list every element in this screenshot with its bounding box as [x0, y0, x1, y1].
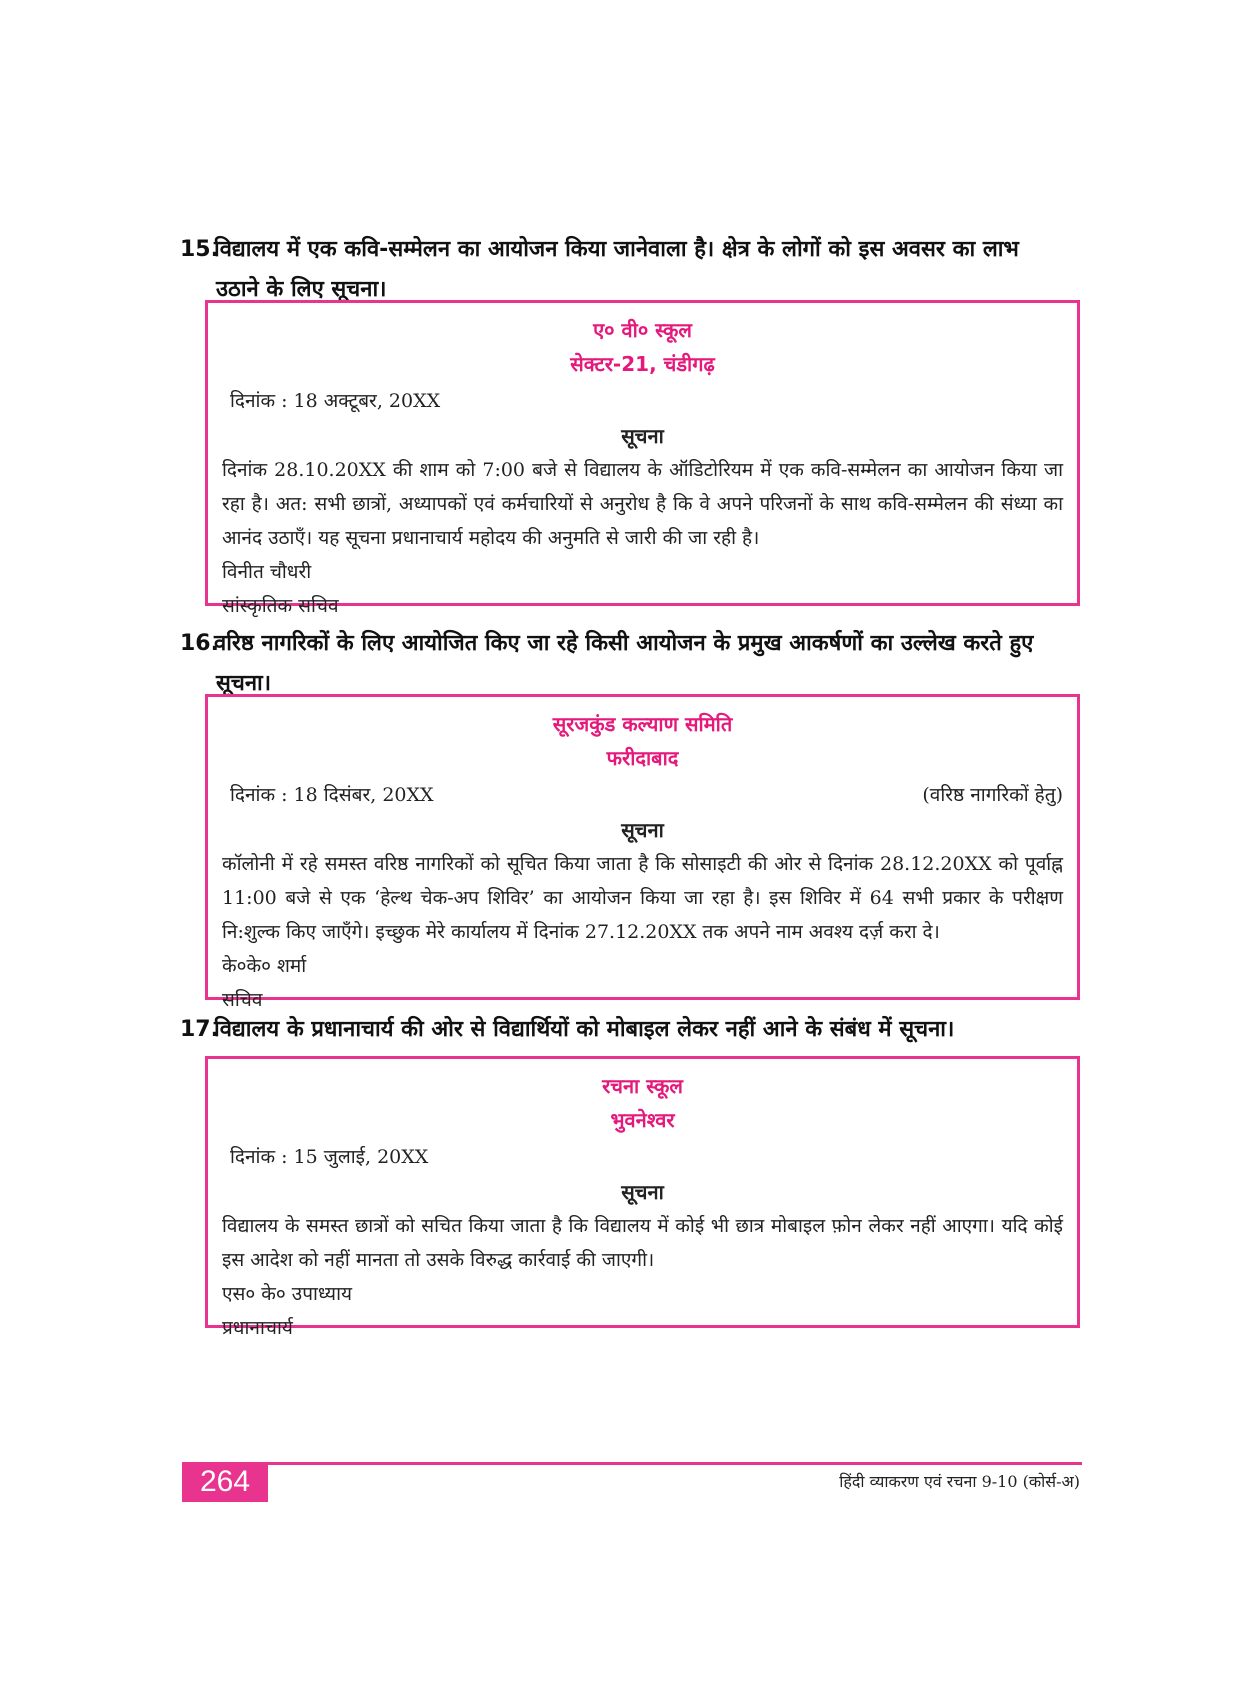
notice-box-16 — [205, 694, 1080, 1011]
question-17 — [182, 1010, 1082, 1050]
notice-title: सूचना — [621, 424, 664, 448]
notice-signatory-designation: सचिव — [222, 989, 263, 1011]
notice-date: दिनांक : 18 दिसंबर, 20XX — [230, 784, 434, 806]
footer-rule — [182, 1462, 1082, 1465]
notice-org-name: रचना स्कूल — [602, 1074, 683, 1098]
notice-body: विद्यालय के समस्त छात्रों को सचित किया जाता है कि विद्यालय में कोई भी छात्र मोबाइल फ़ोन लेकर नहीं आएगा। यदि कोई इस आदेश को नहीं मानता तो उसके विरुद्ध कार्रवाई की जाएगी। — [222, 1215, 1063, 1271]
notice-signatory-name: के०के० शर्मा — [222, 955, 307, 977]
notice-org-place: भुवनेश्वर — [610, 1108, 675, 1132]
notice-signatory-name: एस० के० उपाध्याय — [222, 1283, 353, 1305]
question-text-line2: उठाने के लिए सूचना। — [216, 277, 387, 302]
question-number: 17. — [180, 1017, 219, 1042]
notice-org-name: ए० वी० स्कूल — [593, 318, 692, 342]
question-text-line1: विद्यालय के प्रधानाचार्य की ओर से विद्यार्थियों को मोबाइल लेकर नहीं आने के संबंध में सूचना। — [214, 1017, 955, 1042]
notice-audience: (वरिष्ठ नागरिकों हेतु) — [922, 784, 1063, 806]
question-16 — [182, 624, 1082, 704]
notice-date-row — [222, 777, 1063, 813]
notice-date-row — [222, 383, 1063, 419]
notice-box-17 — [205, 1056, 1080, 1339]
notice-org-place: सेक्टर-21, चंडीगढ़ — [570, 352, 715, 376]
question-text-line2: सूचना। — [216, 671, 272, 696]
question-text-line1: वरिष्ठ नागरिकों के लिए आयोजित किए जा रहे किसी आयोजन के प्रमुख आकर्षणों का उल्लेख करते हुए — [214, 631, 1034, 656]
question-text-line1: विद्यालय में एक कवि-सम्मेलन का आयोजन किया जानेवाला है। क्षेत्र के लोगों को इस अवसर का लाभ — [214, 237, 1019, 262]
notice-signatory-designation: सांस्कृतिक सचिव — [222, 595, 339, 617]
book-title: हिंदी व्याकरण एवं रचना 9-10 (कोर्स-अ) — [839, 1472, 1080, 1491]
question-number: 16. — [180, 631, 219, 656]
question-number: 15. — [180, 237, 219, 262]
notice-date: दिनांक : 15 जुलाई, 20XX — [230, 1146, 429, 1168]
notice-org-name: सूरजकुंड कल्याण समिति — [552, 712, 733, 736]
notice-date-row — [222, 1139, 1063, 1175]
notice-org-place: फरीदाबाद — [606, 746, 679, 770]
notice-title: सूचना — [621, 818, 664, 842]
notice-signatory-name: विनीत चौधरी — [222, 561, 312, 583]
notice-body: दिनांक 28.10.20XX की शाम को 7:00 बजे से विद्यालय के ऑडिटोरियम में एक कवि-सम्मेलन का आयोजन किया जा रहा है। अत: सभी छात्रों, अध्यापकों एवं कर्मचारियों से अनुरोध है कि वे अपने परिजनों के साथ कवि-सम्मेलन की संध्या का आनंद उठाएँ। यह सूचना प्रधानाचार्य महोदय की अनुमति से जारी की जा रही है। — [222, 459, 1063, 549]
notice-body: कॉलोनी में रहे समस्त वरिष्ठ नागरिकों को सूचित किया जाता है कि सोसाइटी की ओर से दिनांक 28.12.20XX को पूर्वाह्न 11:00 बजे से एक ‘हेल्थ चेक-अप शिविर’ का आयोजन किया जा रहा है। इस शिविर में 64 सभी प्रकार के परीक्षण नि:शुल्क किए जाएँगे। इच्छुक मेरे कार्यालय में दिनांक 27.12.20XX तक अपने नाम अवश्य दर्ज़ करा दे। — [222, 853, 1063, 943]
page-number: 264 — [182, 1462, 268, 1502]
question-15 — [182, 230, 1082, 310]
notice-signatory-designation: प्रधानाचार्य — [222, 1317, 293, 1339]
notice-title: सूचना — [621, 1180, 664, 1204]
notice-date: दिनांक : 18 अक्टूबर, 20XX — [230, 390, 441, 412]
notice-box-15 — [205, 300, 1080, 617]
